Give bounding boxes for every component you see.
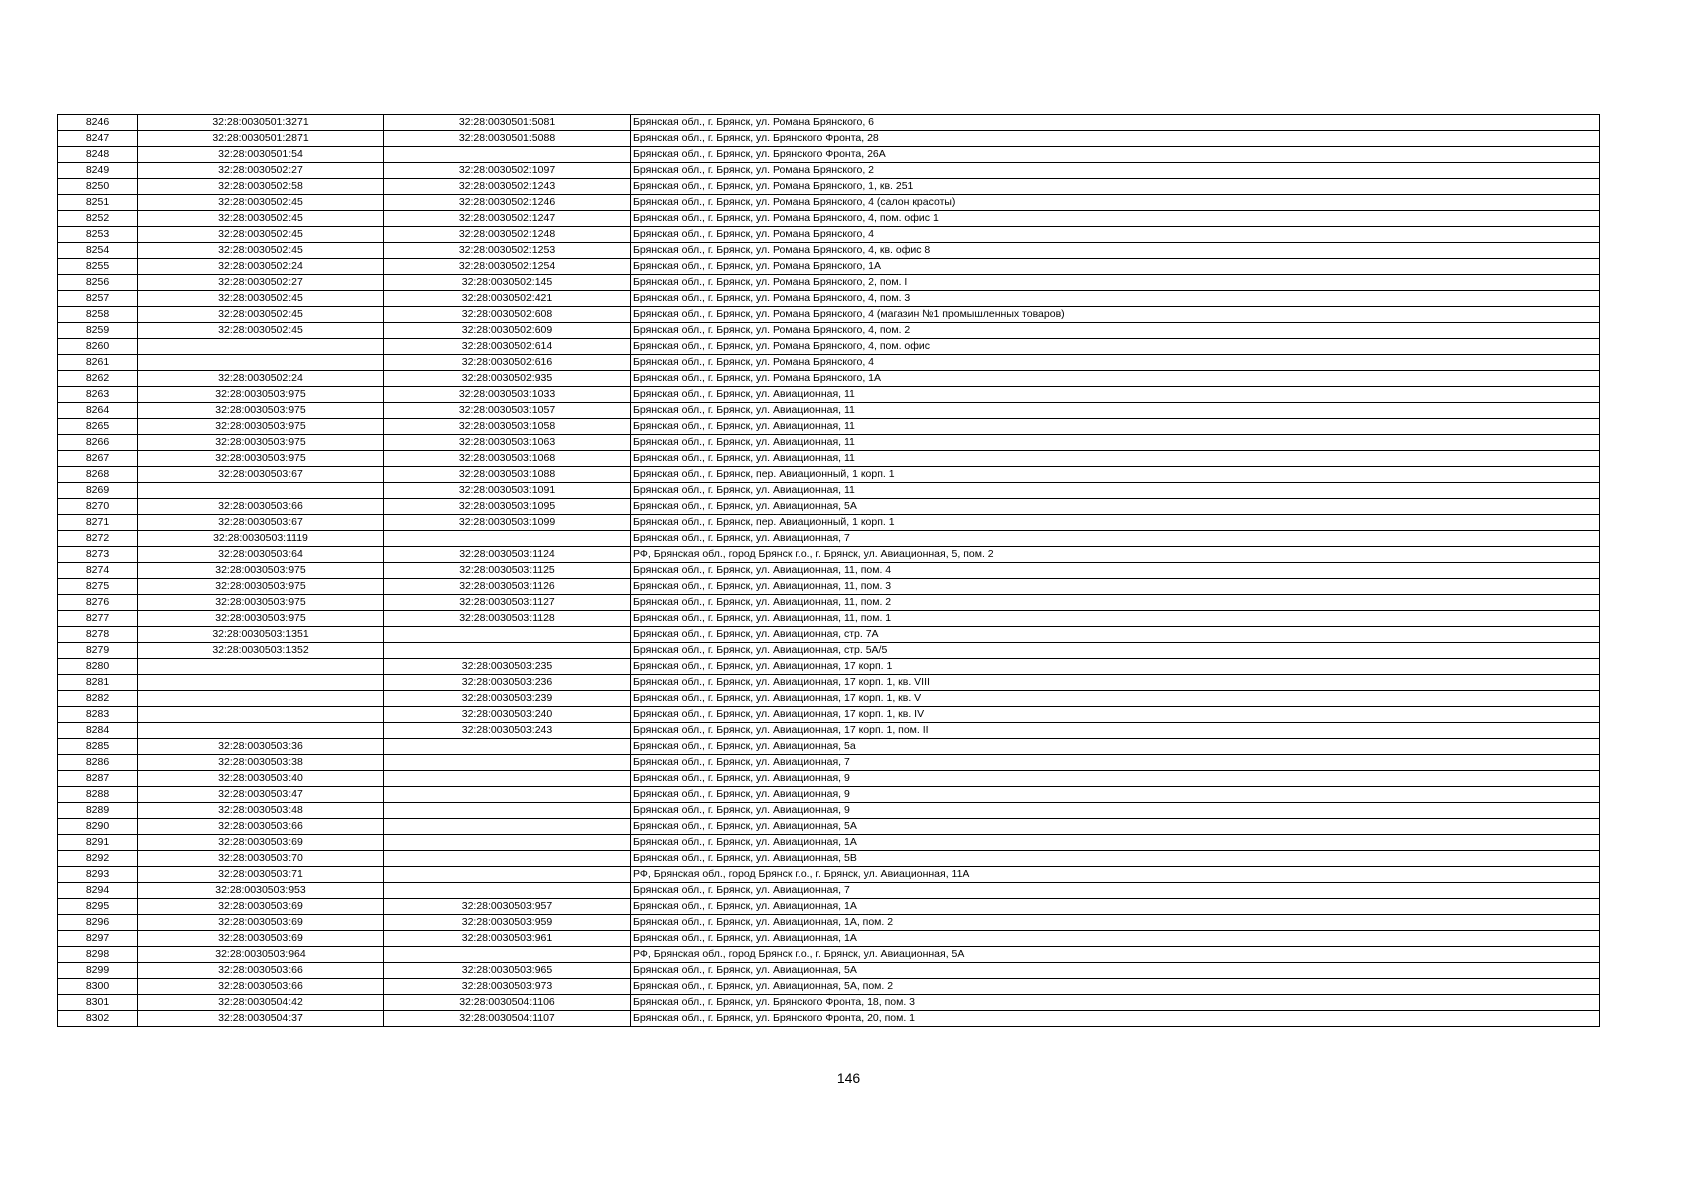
row-number-cell: 8250	[58, 179, 138, 195]
parcel-number-cell: 32:28:0030503:67	[138, 515, 384, 531]
object-number-cell: 32:28:0030503:1063	[384, 435, 631, 451]
row-number-cell: 8258	[58, 307, 138, 323]
address-cell: Брянская обл., г. Брянск, ул. Авиационная, 5А, пом. 2	[631, 979, 1600, 995]
row-number-cell: 8248	[58, 147, 138, 163]
object-number-cell: 32:28:0030503:1095	[384, 499, 631, 515]
address-cell: Брянская обл., г. Брянск, ул. Авиационная, 11	[631, 451, 1600, 467]
row-number-cell: 8293	[58, 867, 138, 883]
address-cell: Брянская обл., г. Брянск, ул. Авиационная, 5А	[631, 819, 1600, 835]
table-row	[58, 579, 1600, 595]
table-row	[58, 851, 1600, 867]
table-row	[58, 355, 1600, 371]
object-number-cell: 32:28:0030503:1124	[384, 547, 631, 563]
table-row	[58, 499, 1600, 515]
parcel-number-cell	[138, 723, 384, 739]
parcel-number-cell: 32:28:0030503:66	[138, 499, 384, 515]
object-number-cell: 32:28:0030502:145	[384, 275, 631, 291]
row-number-cell: 8262	[58, 371, 138, 387]
row-number-cell: 8288	[58, 787, 138, 803]
table-row	[58, 931, 1600, 947]
parcel-number-cell: 32:28:0030504:37	[138, 1011, 384, 1027]
object-number-cell: 32:28:0030503:1127	[384, 595, 631, 611]
row-number-cell: 8264	[58, 403, 138, 419]
parcel-number-cell: 32:28:0030503:69	[138, 915, 384, 931]
address-cell: Брянская обл., г. Брянск, ул. Авиационная, 11, пом. 2	[631, 595, 1600, 611]
table-row	[58, 899, 1600, 915]
address-cell: Брянская обл., г. Брянск, ул. Авиационная, 1А	[631, 931, 1600, 947]
table-row	[58, 195, 1600, 211]
row-number-cell: 8247	[58, 131, 138, 147]
row-number-cell: 8295	[58, 899, 138, 915]
row-number-cell: 8260	[58, 339, 138, 355]
parcel-number-cell: 32:28:0030502:45	[138, 307, 384, 323]
parcel-number-cell	[138, 339, 384, 355]
table-row	[58, 483, 1600, 499]
address-cell: Брянская обл., г. Брянск, ул. Авиационная, 11, пом. 3	[631, 579, 1600, 595]
object-number-cell	[384, 643, 631, 659]
address-cell: Брянская обл., г. Брянск, ул. Романа Брянского, 1А	[631, 371, 1600, 387]
address-cell: Брянская обл., г. Брянск, ул. Авиационная, 1А	[631, 899, 1600, 915]
address-cell: Брянская обл., г. Брянск, пер. Авиационный, 1 корп. 1	[631, 515, 1600, 531]
parcel-number-cell	[138, 483, 384, 499]
table-row	[58, 307, 1600, 323]
row-number-cell: 8251	[58, 195, 138, 211]
table-row	[58, 275, 1600, 291]
table-row	[58, 755, 1600, 771]
address-cell: Брянская обл., г. Брянск, ул. Романа Брянского, 4, пом. 2	[631, 323, 1600, 339]
address-cell: Брянская обл., г. Брянск, ул. Брянского Фронта, 26А	[631, 147, 1600, 163]
row-number-cell: 8283	[58, 707, 138, 723]
address-cell: Брянская обл., г. Брянск, ул. Авиационная, 1А	[631, 835, 1600, 851]
parcel-number-cell: 32:28:0030502:45	[138, 291, 384, 307]
parcel-number-cell: 32:28:0030502:45	[138, 323, 384, 339]
parcel-number-cell: 32:28:0030503:38	[138, 755, 384, 771]
object-number-cell: 32:28:0030502:1097	[384, 163, 631, 179]
address-cell: Брянская обл., г. Брянск, ул. Авиационная, 11, пом. 4	[631, 563, 1600, 579]
address-cell: РФ, Брянская обл., город Брянск г.о., г. Брянск, ул. Авиационная, 11А	[631, 867, 1600, 883]
row-number-cell: 8298	[58, 947, 138, 963]
parcel-number-cell: 32:28:0030503:975	[138, 595, 384, 611]
parcel-number-cell: 32:28:0030503:66	[138, 979, 384, 995]
table-row	[58, 163, 1600, 179]
table-row	[58, 883, 1600, 899]
registry-table	[57, 114, 1600, 1027]
row-number-cell: 8261	[58, 355, 138, 371]
object-number-cell: 32:28:0030503:235	[384, 659, 631, 675]
object-number-cell	[384, 867, 631, 883]
parcel-number-cell: 32:28:0030503:69	[138, 899, 384, 915]
address-cell: Брянская обл., г. Брянск, ул. Авиационная, 7	[631, 883, 1600, 899]
table-row	[58, 323, 1600, 339]
object-number-cell: 32:28:0030502:1247	[384, 211, 631, 227]
object-number-cell: 32:28:0030504:1107	[384, 1011, 631, 1027]
table-row	[58, 627, 1600, 643]
address-cell: РФ, Брянская обл., город Брянск г.о., г. Брянск, ул. Авиационная, 5, пом. 2	[631, 547, 1600, 563]
row-number-cell: 8263	[58, 387, 138, 403]
table-row	[58, 371, 1600, 387]
parcel-number-cell: 32:28:0030503:1119	[138, 531, 384, 547]
object-number-cell: 32:28:0030503:1125	[384, 563, 631, 579]
object-number-cell: 32:28:0030503:236	[384, 675, 631, 691]
table-row	[58, 803, 1600, 819]
address-cell: Брянская обл., г. Брянск, ул. Авиационная, 5А	[631, 499, 1600, 515]
row-number-cell: 8291	[58, 835, 138, 851]
table-row	[58, 339, 1600, 355]
object-number-cell	[384, 531, 631, 547]
address-cell: Брянская обл., г. Брянск, ул. Романа Брянского, 1А	[631, 259, 1600, 275]
object-number-cell	[384, 755, 631, 771]
table-row	[58, 115, 1600, 131]
table-row	[58, 979, 1600, 995]
parcel-number-cell: 32:28:0030502:24	[138, 371, 384, 387]
parcel-number-cell: 32:28:0030502:27	[138, 163, 384, 179]
address-cell: Брянская обл., г. Брянск, ул. Брянского Фронта, 28	[631, 131, 1600, 147]
table-row	[58, 227, 1600, 243]
row-number-cell: 8296	[58, 915, 138, 931]
object-number-cell	[384, 835, 631, 851]
object-number-cell: 32:28:0030504:1106	[384, 995, 631, 1011]
parcel-number-cell: 32:28:0030502:24	[138, 259, 384, 275]
address-cell: Брянская обл., г. Брянск, ул. Авиационная, 11	[631, 387, 1600, 403]
address-cell: Брянская обл., г. Брянск, ул. Авиационная, стр. 7А	[631, 627, 1600, 643]
object-number-cell: 32:28:0030502:421	[384, 291, 631, 307]
object-number-cell: 32:28:0030503:1091	[384, 483, 631, 499]
row-number-cell: 8282	[58, 691, 138, 707]
parcel-number-cell: 32:28:0030501:54	[138, 147, 384, 163]
object-number-cell	[384, 803, 631, 819]
object-number-cell	[384, 851, 631, 867]
parcel-number-cell: 32:28:0030503:975	[138, 451, 384, 467]
row-number-cell: 8297	[58, 931, 138, 947]
address-cell: РФ, Брянская обл., город Брянск г.о., г. Брянск, ул. Авиационная, 5А	[631, 947, 1600, 963]
parcel-number-cell	[138, 355, 384, 371]
object-number-cell	[384, 883, 631, 899]
parcel-number-cell: 32:28:0030503:47	[138, 787, 384, 803]
parcel-number-cell: 32:28:0030503:67	[138, 467, 384, 483]
parcel-number-cell: 32:28:0030503:69	[138, 835, 384, 851]
row-number-cell: 8249	[58, 163, 138, 179]
row-number-cell: 8284	[58, 723, 138, 739]
address-cell: Брянская обл., г. Брянск, ул. Авиационная, 9	[631, 787, 1600, 803]
parcel-number-cell: 32:28:0030501:3271	[138, 115, 384, 131]
table-row	[58, 515, 1600, 531]
row-number-cell: 8270	[58, 499, 138, 515]
row-number-cell: 8257	[58, 291, 138, 307]
address-cell: Брянская обл., г. Брянск, ул. Авиационная, 5В	[631, 851, 1600, 867]
object-number-cell: 32:28:0030502:1248	[384, 227, 631, 243]
parcel-number-cell: 32:28:0030503:66	[138, 963, 384, 979]
object-number-cell	[384, 627, 631, 643]
address-cell: Брянская обл., г. Брянск, ул. Авиационная, 17 корп. 1, кв. V	[631, 691, 1600, 707]
address-cell: Брянская обл., г. Брянск, ул. Романа Брянского, 2	[631, 163, 1600, 179]
address-cell: Брянская обл., г. Брянск, ул. Романа Брянского, 4, пом. офис 1	[631, 211, 1600, 227]
address-cell: Брянская обл., г. Брянск, ул. Романа Брянского, 4, пом. 3	[631, 291, 1600, 307]
table-row	[58, 787, 1600, 803]
table-row	[58, 147, 1600, 163]
parcel-number-cell: 32:28:0030503:66	[138, 819, 384, 835]
row-number-cell: 8299	[58, 963, 138, 979]
table-row	[58, 915, 1600, 931]
table-row	[58, 611, 1600, 627]
parcel-number-cell: 32:28:0030503:70	[138, 851, 384, 867]
row-number-cell: 8275	[58, 579, 138, 595]
row-number-cell: 8254	[58, 243, 138, 259]
table-row	[58, 419, 1600, 435]
address-cell: Брянская обл., г. Брянск, ул. Авиационная, 7	[631, 755, 1600, 771]
address-cell: Брянская обл., г. Брянск, ул. Авиационная, 17 корп. 1, пом. II	[631, 723, 1600, 739]
address-cell: Брянская обл., г. Брянск, пер. Авиационный, 1 корп. 1	[631, 467, 1600, 483]
address-cell: Брянская обл., г. Брянск, ул. Авиационная, стр. 5А/5	[631, 643, 1600, 659]
address-cell: Брянская обл., г. Брянск, ул. Романа Брянского, 4, пом. офис	[631, 339, 1600, 355]
object-number-cell: 32:28:0030503:1068	[384, 451, 631, 467]
row-number-cell: 8281	[58, 675, 138, 691]
object-number-cell: 32:28:0030503:1088	[384, 467, 631, 483]
address-cell: Брянская обл., г. Брянск, ул. Авиационная, 11	[631, 419, 1600, 435]
parcel-number-cell: 32:28:0030502:27	[138, 275, 384, 291]
parcel-number-cell: 32:28:0030502:45	[138, 243, 384, 259]
table-row	[58, 707, 1600, 723]
row-number-cell: 8253	[58, 227, 138, 243]
row-number-cell: 8279	[58, 643, 138, 659]
row-number-cell: 8268	[58, 467, 138, 483]
address-cell: Брянская обл., г. Брянск, ул. Романа Брянского, 1, кв. 251	[631, 179, 1600, 195]
row-number-cell: 8301	[58, 995, 138, 1011]
table-row	[58, 403, 1600, 419]
object-number-cell: 32:28:0030502:614	[384, 339, 631, 355]
object-number-cell	[384, 147, 631, 163]
object-number-cell: 32:28:0030503:961	[384, 931, 631, 947]
object-number-cell	[384, 771, 631, 787]
object-number-cell: 32:28:0030503:239	[384, 691, 631, 707]
row-number-cell: 8266	[58, 435, 138, 451]
parcel-number-cell: 32:28:0030504:42	[138, 995, 384, 1011]
parcel-number-cell: 32:28:0030503:48	[138, 803, 384, 819]
object-number-cell: 32:28:0030501:5081	[384, 115, 631, 131]
parcel-number-cell: 32:28:0030503:964	[138, 947, 384, 963]
row-number-cell: 8259	[58, 323, 138, 339]
object-number-cell: 32:28:0030503:240	[384, 707, 631, 723]
object-number-cell: 32:28:0030502:1253	[384, 243, 631, 259]
registry-table-body	[58, 115, 1600, 1027]
table-row	[58, 739, 1600, 755]
table-row	[58, 691, 1600, 707]
row-number-cell: 8302	[58, 1011, 138, 1027]
row-number-cell: 8273	[58, 547, 138, 563]
table-row	[58, 451, 1600, 467]
address-cell: Брянская обл., г. Брянск, ул. Авиационная, 9	[631, 803, 1600, 819]
parcel-number-cell: 32:28:0030503:64	[138, 547, 384, 563]
object-number-cell: 32:28:0030503:965	[384, 963, 631, 979]
table-row	[58, 243, 1600, 259]
object-number-cell: 32:28:0030502:616	[384, 355, 631, 371]
address-cell: Брянская обл., г. Брянск, ул. Брянского Фронта, 18, пом. 3	[631, 995, 1600, 1011]
table-row	[58, 179, 1600, 195]
row-number-cell: 8294	[58, 883, 138, 899]
address-cell: Брянская обл., г. Брянск, ул. Романа Брянского, 4 (салон красоты)	[631, 195, 1600, 211]
object-number-cell: 32:28:0030502:608	[384, 307, 631, 323]
parcel-number-cell: 32:28:0030503:975	[138, 435, 384, 451]
table-row	[58, 291, 1600, 307]
parcel-number-cell: 32:28:0030503:69	[138, 931, 384, 947]
object-number-cell: 32:28:0030503:243	[384, 723, 631, 739]
table-row	[58, 387, 1600, 403]
parcel-number-cell: 32:28:0030503:975	[138, 579, 384, 595]
object-number-cell: 32:28:0030502:1246	[384, 195, 631, 211]
row-number-cell: 8267	[58, 451, 138, 467]
table-row	[58, 675, 1600, 691]
row-number-cell: 8256	[58, 275, 138, 291]
table-row	[58, 531, 1600, 547]
parcel-number-cell	[138, 659, 384, 675]
table-row	[58, 1011, 1600, 1027]
table-row	[58, 435, 1600, 451]
page-number: 146	[836, 1070, 861, 1086]
object-number-cell: 32:28:0030502:1254	[384, 259, 631, 275]
row-number-cell: 8269	[58, 483, 138, 499]
object-number-cell: 32:28:0030503:959	[384, 915, 631, 931]
row-number-cell: 8274	[58, 563, 138, 579]
address-cell: Брянская обл., г. Брянск, ул. Романа Брянского, 4, кв. офис 8	[631, 243, 1600, 259]
object-number-cell: 32:28:0030502:935	[384, 371, 631, 387]
address-cell: Брянская обл., г. Брянск, ул. Авиационная, 7	[631, 531, 1600, 547]
address-cell: Брянская обл., г. Брянск, ул. Романа Брянского, 2, пом. I	[631, 275, 1600, 291]
address-cell: Брянская обл., г. Брянск, ул. Авиационная, 11	[631, 483, 1600, 499]
address-cell: Брянская обл., г. Брянск, ул. Авиационная, 11	[631, 435, 1600, 451]
address-cell: Брянская обл., г. Брянск, ул. Брянского Фронта, 20, пом. 1	[631, 1011, 1600, 1027]
parcel-number-cell: 32:28:0030503:1352	[138, 643, 384, 659]
object-number-cell: 32:28:0030503:1128	[384, 611, 631, 627]
parcel-number-cell: 32:28:0030503:1351	[138, 627, 384, 643]
parcel-number-cell: 32:28:0030503:71	[138, 867, 384, 883]
table-row	[58, 259, 1600, 275]
table-row	[58, 211, 1600, 227]
parcel-number-cell: 32:28:0030503:36	[138, 739, 384, 755]
parcel-number-cell: 32:28:0030502:58	[138, 179, 384, 195]
table-row	[58, 867, 1600, 883]
address-cell: Брянская обл., г. Брянск, ул. Авиационная, 9	[631, 771, 1600, 787]
parcel-number-cell: 32:28:0030503:975	[138, 611, 384, 627]
row-number-cell: 8271	[58, 515, 138, 531]
object-number-cell: 32:28:0030502:1243	[384, 179, 631, 195]
address-cell: Брянская обл., г. Брянск, ул. Авиационная, 17 корп. 1, кв. VIII	[631, 675, 1600, 691]
parcel-number-cell: 32:28:0030503:975	[138, 563, 384, 579]
row-number-cell: 8287	[58, 771, 138, 787]
object-number-cell: 32:28:0030503:957	[384, 899, 631, 915]
row-number-cell: 8278	[58, 627, 138, 643]
row-number-cell: 8290	[58, 819, 138, 835]
object-number-cell	[384, 739, 631, 755]
row-number-cell: 8255	[58, 259, 138, 275]
address-cell: Брянская обл., г. Брянск, ул. Романа Брянского, 6	[631, 115, 1600, 131]
table-row	[58, 771, 1600, 787]
address-cell: Брянская обл., г. Брянск, ул. Авиационная, 5А	[631, 963, 1600, 979]
row-number-cell: 8252	[58, 211, 138, 227]
table-row	[58, 595, 1600, 611]
table-row	[58, 947, 1600, 963]
row-number-cell: 8286	[58, 755, 138, 771]
parcel-number-cell: 32:28:0030501:2871	[138, 131, 384, 147]
address-cell: Брянская обл., г. Брянск, ул. Романа Брянского, 4 (магазин №1 промышленных товаров)	[631, 307, 1600, 323]
object-number-cell: 32:28:0030503:1126	[384, 579, 631, 595]
object-number-cell: 32:28:0030503:1058	[384, 419, 631, 435]
parcel-number-cell: 32:28:0030502:45	[138, 195, 384, 211]
parcel-number-cell: 32:28:0030503:953	[138, 883, 384, 899]
table-row	[58, 995, 1600, 1011]
row-number-cell: 8276	[58, 595, 138, 611]
parcel-number-cell	[138, 707, 384, 723]
object-number-cell: 32:28:0030503:1033	[384, 387, 631, 403]
row-number-cell: 8292	[58, 851, 138, 867]
table-row	[58, 835, 1600, 851]
table-row	[58, 659, 1600, 675]
table-row	[58, 963, 1600, 979]
row-number-cell: 8277	[58, 611, 138, 627]
address-cell: Брянская обл., г. Брянск, ул. Авиационная, 17 корп. 1, кв. IV	[631, 707, 1600, 723]
parcel-number-cell: 32:28:0030503:975	[138, 403, 384, 419]
table-row	[58, 131, 1600, 147]
table-row	[58, 563, 1600, 579]
table-row	[58, 643, 1600, 659]
object-number-cell: 32:28:0030501:5088	[384, 131, 631, 147]
parcel-number-cell	[138, 691, 384, 707]
table-row	[58, 819, 1600, 835]
parcel-number-cell: 32:28:0030503:975	[138, 387, 384, 403]
object-number-cell	[384, 787, 631, 803]
parcel-number-cell	[138, 675, 384, 691]
object-number-cell: 32:28:0030503:1057	[384, 403, 631, 419]
address-cell: Брянская обл., г. Брянск, ул. Авиационная, 5а	[631, 739, 1600, 755]
address-cell: Брянская обл., г. Брянск, ул. Романа Брянского, 4	[631, 355, 1600, 371]
parcel-number-cell: 32:28:0030503:975	[138, 419, 384, 435]
object-number-cell: 32:28:0030503:973	[384, 979, 631, 995]
address-cell: Брянская обл., г. Брянск, ул. Авиационная, 17 корп. 1	[631, 659, 1600, 675]
parcel-number-cell: 32:28:0030502:45	[138, 211, 384, 227]
address-cell: Брянская обл., г. Брянск, ул. Романа Брянского, 4	[631, 227, 1600, 243]
object-number-cell: 32:28:0030503:1099	[384, 515, 631, 531]
object-number-cell: 32:28:0030502:609	[384, 323, 631, 339]
object-number-cell	[384, 819, 631, 835]
row-number-cell: 8265	[58, 419, 138, 435]
parcel-number-cell: 32:28:0030502:45	[138, 227, 384, 243]
address-cell: Брянская обл., г. Брянск, ул. Авиационная, 1А, пом. 2	[631, 915, 1600, 931]
row-number-cell: 8272	[58, 531, 138, 547]
row-number-cell: 8246	[58, 115, 138, 131]
row-number-cell: 8289	[58, 803, 138, 819]
address-cell: Брянская обл., г. Брянск, ул. Авиационная, 11	[631, 403, 1600, 419]
parcel-number-cell: 32:28:0030503:40	[138, 771, 384, 787]
row-number-cell: 8300	[58, 979, 138, 995]
object-number-cell	[384, 947, 631, 963]
table-row	[58, 723, 1600, 739]
address-cell: Брянская обл., г. Брянск, ул. Авиационная, 11, пом. 1	[631, 611, 1600, 627]
table-row	[58, 467, 1600, 483]
row-number-cell: 8285	[58, 739, 138, 755]
row-number-cell: 8280	[58, 659, 138, 675]
table-row	[58, 547, 1600, 563]
